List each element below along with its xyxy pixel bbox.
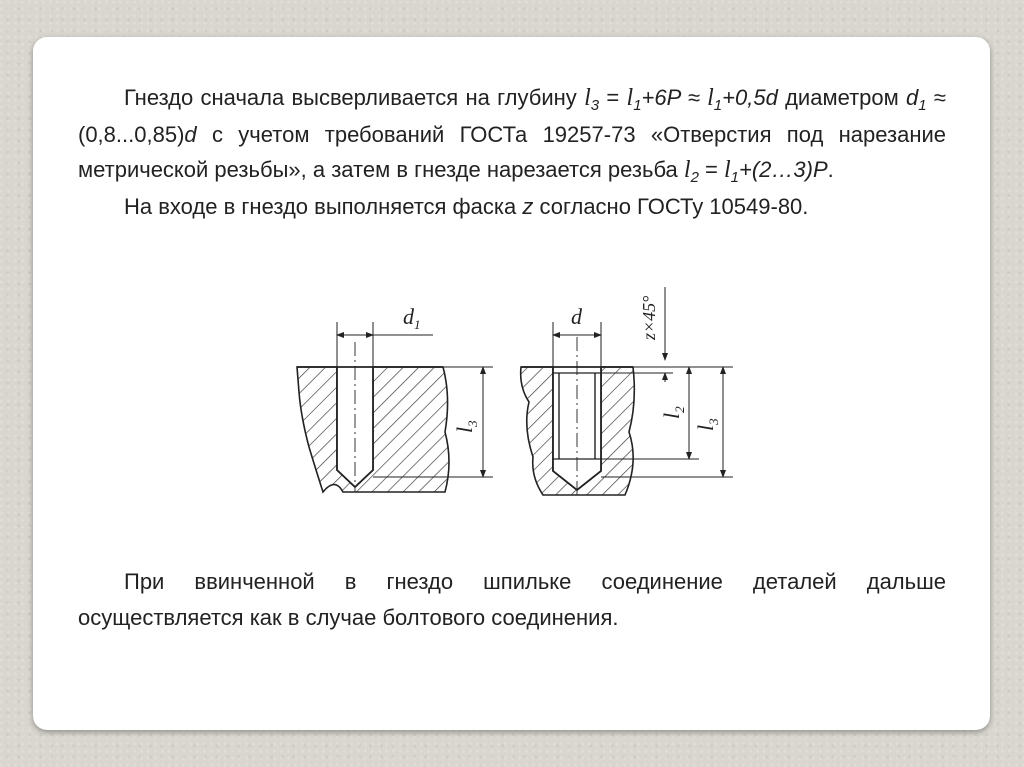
drilled-hole-drawing	[297, 304, 493, 492]
threaded-hole-drawing	[521, 287, 733, 497]
paragraph-chamfer: На входе в гнездо выполняется фаска z согласно ГОСТу 10549-80.	[124, 193, 809, 219]
paragraph-conclusion: При ввинченной в гнездо шпильке соединение деталей дальше осуществляется как в случае болтового соединения.	[78, 569, 946, 630]
label-l3-right: $l_3$	[693, 418, 721, 431]
paragraph-drilling: Гнездо сначала высверливается на глубину $l_3 = l_1+6P \approx l_1+0,5d$ диаметром $d_1 \approx (0,8...0,85)d$ с учетом требований ГОСТа 19257-73 «Отверстия под нарезание метрической резьбы», а затем в гнезде нарезается резьба $l_2$ = $l_1+(2\dots 3)P$.	[78, 85, 946, 186]
slide	[33, 37, 990, 730]
label-d1: $d_1$	[403, 304, 421, 332]
label-chamfer: z×45°	[639, 295, 659, 340]
label-d: d	[571, 304, 582, 329]
label-l3-left: $l_3$	[452, 420, 480, 433]
label-l2: $l_2$	[659, 406, 687, 419]
